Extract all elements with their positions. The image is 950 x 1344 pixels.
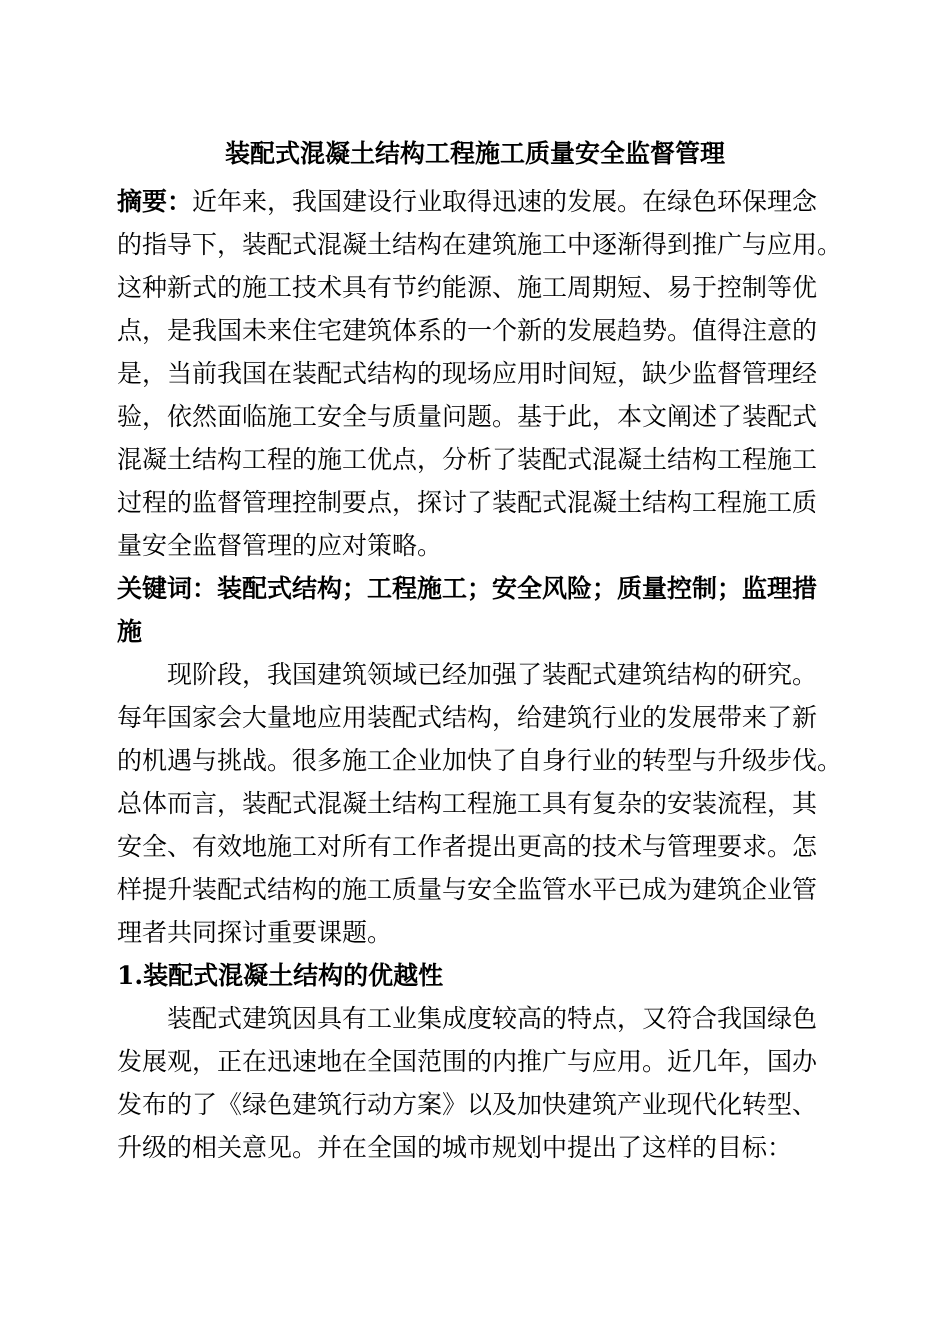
abstract-label: 摘要： [117,187,193,216]
intro-line: 每年国家会大量地应用装配式结构，给建筑行业的发展带来了新 [117,703,818,732]
keywords-label: 关键词： [117,574,218,603]
section1-line: 发布的了《绿色建筑行动方案》以及加快建筑产业现代化转型、 [117,1090,818,1119]
intro-line: 理者共同探讨重要课题。 [117,918,393,947]
abstract-line: 过程的监督管理控制要点，探讨了装配式混凝土结构工程施工质 [117,488,818,517]
abstract-line: 混凝土结构工程的施工优点，分析了装配式混凝土结构工程施工 [117,445,818,474]
intro-line: 安全、有效地施工对所有工作者提出更高的技术与管理要求。怎 [117,832,818,861]
abstract-line: 验，依然面临施工安全与质量问题。基于此，本文阐述了装配式 [117,402,818,431]
section1-line: 发展观，正在迅速地在全国范围的内推广与应用。近几年，国办 [117,1047,818,1076]
intro-line: 样提升装配式结构的施工质量与安全监管水平已成为建筑企业管 [117,875,818,904]
document-page [117,128,843,1169]
intro-line: 总体而言，装配式混凝土结构工程施工具有复杂的安装流程，其 [117,789,818,818]
keywords-line: 施 [117,617,143,646]
intro-paragraph [117,653,843,954]
section1-line: 升级的相关意见。并在全国的城市规划中提出了这样的目标： [117,1133,793,1162]
abstract-line: 量安全监督管理的应对策略。 [117,531,443,560]
abstract-line: 是，当前我国在装配式结构的现场应用时间短，缺少监督管理经 [117,359,818,388]
section-heading: 1.装配式混凝土结构的优越性 [117,961,444,990]
document-title: 装配式混凝土结构工程施工质量安全监督管理 [224,139,725,168]
keywords-paragraph [117,567,833,653]
abstract-line: 点，是我国未来住宅建筑体系的一个新的发展趋势。值得注意的 [117,316,818,345]
keywords-line [117,567,833,610]
abstract-line [117,180,833,223]
intro-line: 的机遇与挑战。很多施工企业加快了自身行业的转型与升级步伐。 [117,746,843,775]
abstract-text: 近年来，我国建设行业取得迅速的发展。在绿色环保理念 [192,187,818,216]
abstract-line: 这种新式的施工技术具有节约能源、施工周期短、易于控制等优 [117,273,818,302]
keywords-text: 装配式结构；工程施工；安全风险；质量控制；监理措 [217,574,818,603]
abstract-line: 的指导下，装配式混凝土结构在建筑施工中逐渐得到推广与应用。 [117,230,843,259]
intro-line: 现阶段，我国建筑领域已经加强了装配式建筑结构的研究。 [167,660,818,689]
abstract-paragraph [117,180,843,567]
section1-paragraph [117,997,833,1169]
section1-line: 装配式建筑因具有工业集成度较高的特点，又符合我国绿色 [167,1004,818,1033]
